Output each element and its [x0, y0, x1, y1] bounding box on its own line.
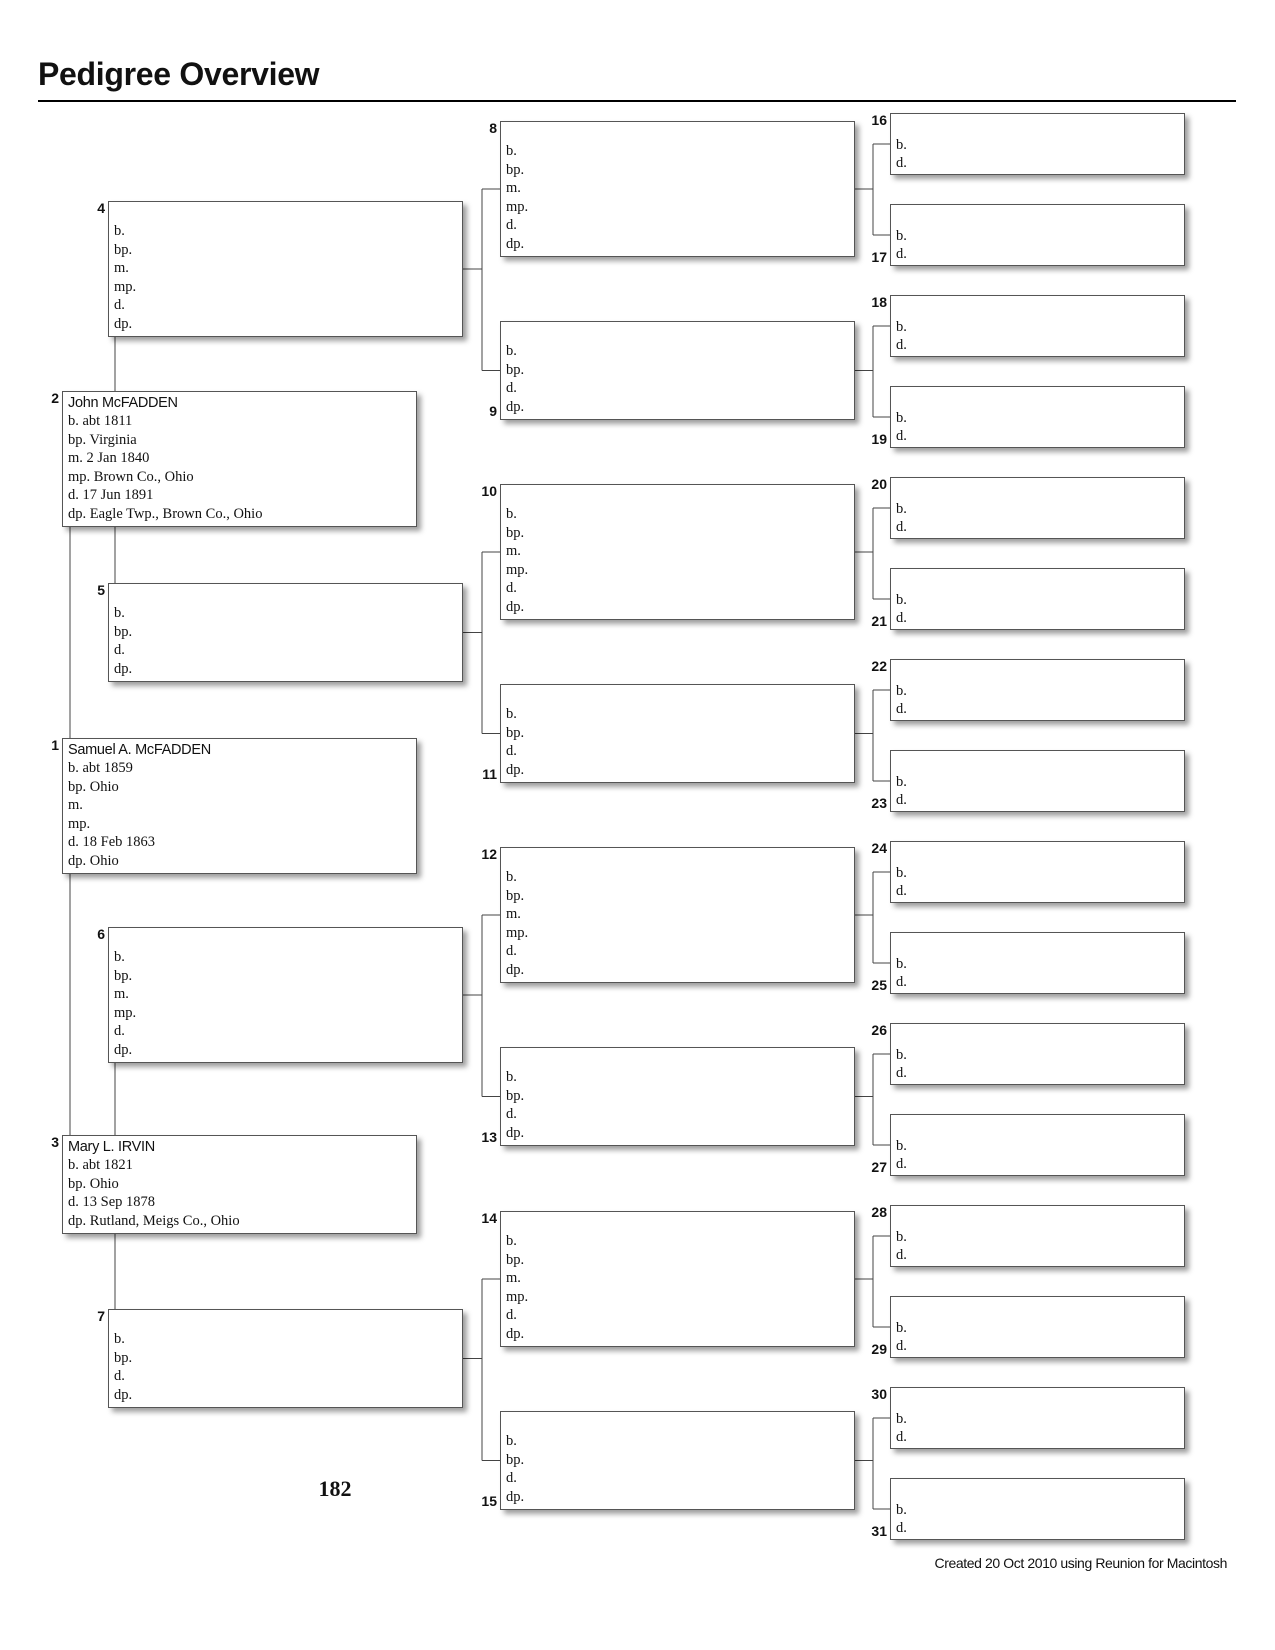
person-fact: mp.	[114, 1004, 137, 1021]
person-box-27	[890, 1114, 1185, 1176]
person-box-24	[890, 841, 1185, 903]
person-fact: dp. Ohio	[68, 852, 119, 869]
person-fact: dp.	[114, 1386, 133, 1403]
person-fact: b. abt 1811	[68, 413, 133, 429]
person-fact: m.	[506, 180, 521, 196]
person-box-8	[500, 121, 855, 257]
person-fact: b. abt 1859	[68, 760, 133, 776]
person-number: 24	[871, 840, 887, 856]
person-fact: dp.	[114, 315, 133, 332]
person-fact: m.	[506, 543, 521, 559]
person-fact: b. abt 1821	[68, 1157, 133, 1173]
person-fact: b.	[896, 1411, 907, 1427]
person-number: 11	[482, 766, 497, 782]
person-fact: bp.	[506, 887, 525, 904]
person-fact: bp.	[114, 967, 133, 984]
person-fact: d.	[896, 610, 907, 626]
person-box-10	[500, 484, 855, 620]
person-fact: b.	[506, 506, 517, 522]
page-title: Pedigree Overview	[38, 56, 320, 92]
person-number: 27	[871, 1159, 887, 1175]
person-fact: b.	[896, 683, 907, 699]
person-fact: b.	[896, 501, 907, 517]
person-fact: d.	[896, 792, 907, 808]
person-box-20	[890, 477, 1185, 539]
person-fact: bp. Ohio	[68, 778, 119, 795]
person-number: 3	[51, 1134, 59, 1150]
person-box-17	[890, 204, 1185, 266]
person-fact: dp.	[506, 398, 525, 415]
person-fact: b.	[506, 1069, 517, 1085]
person-number: 28	[871, 1204, 887, 1220]
person-number: 22	[871, 658, 887, 674]
person-box-29	[890, 1296, 1185, 1358]
person-fact: mp. Brown Co., Ohio	[68, 468, 194, 485]
person-fact: b.	[506, 706, 517, 722]
person-box-4	[108, 201, 463, 337]
person-fact: d.	[896, 1247, 907, 1263]
person-fact: dp.	[506, 1124, 525, 1141]
person-fact: b.	[896, 319, 907, 335]
person-fact: bp.	[506, 361, 525, 378]
person-number: 17	[871, 249, 887, 265]
person-number: 30	[871, 1386, 887, 1402]
person-name: Mary L. IRVIN	[68, 1139, 155, 1155]
person-box-11	[500, 684, 855, 783]
person-fact: d.	[896, 1065, 907, 1081]
person-fact: d.	[896, 883, 907, 899]
person-number: 29	[871, 1341, 887, 1357]
person-box-26	[890, 1023, 1185, 1085]
person-box-6	[108, 927, 463, 1063]
person-fact: dp.	[506, 961, 525, 978]
person-box-18	[890, 295, 1185, 357]
person-fact: mp.	[506, 1288, 529, 1305]
person-number: 6	[97, 926, 105, 942]
person-number: 12	[481, 846, 497, 862]
person-fact: d.	[506, 1106, 517, 1122]
person-fact: d. 17 Jun 1891	[68, 487, 154, 503]
person-box-28	[890, 1205, 1185, 1267]
person-fact: dp. Rutland, Meigs Co., Ohio	[68, 1212, 240, 1229]
person-box-25	[890, 932, 1185, 994]
person-number: 25	[871, 977, 887, 993]
person-fact: bp.	[114, 241, 133, 258]
person-fact: m.	[114, 986, 129, 1002]
person-box-14	[500, 1211, 855, 1347]
person-fact: b.	[506, 1433, 517, 1449]
person-box-23	[890, 750, 1185, 812]
person-fact: b.	[896, 774, 907, 790]
person-fact: bp.	[506, 1451, 525, 1468]
person-fact: d.	[896, 974, 907, 990]
person-fact: m. 2 Jan 1840	[68, 450, 150, 466]
person-number: 19	[871, 431, 887, 447]
person-fact: b.	[896, 410, 907, 426]
person-fact: m.	[506, 906, 521, 922]
person-fact: dp.	[506, 235, 525, 252]
person-box-3	[62, 1135, 417, 1234]
person-fact: d.	[114, 1023, 125, 1039]
person-fact: b.	[896, 1320, 907, 1336]
person-box-1	[62, 738, 417, 874]
person-fact: d.	[896, 246, 907, 262]
person-fact: dp.	[506, 598, 525, 615]
person-number: 14	[481, 1210, 497, 1226]
person-box-5	[108, 583, 463, 682]
person-number: 13	[481, 1129, 497, 1145]
person-box-30	[890, 1387, 1185, 1449]
person-fact: b.	[114, 605, 125, 621]
person-fact: mp.	[114, 278, 137, 295]
person-fact: d.	[506, 743, 517, 759]
person-box-12	[500, 847, 855, 983]
person-number: 23	[871, 795, 887, 811]
person-fact: dp.	[506, 1325, 525, 1342]
person-fact: bp.	[506, 524, 525, 541]
person-fact: m.	[114, 260, 129, 276]
person-fact: b.	[506, 869, 517, 885]
person-number: 10	[481, 483, 497, 499]
person-fact: bp.	[506, 1087, 525, 1104]
person-number: 2	[51, 390, 59, 406]
person-fact: mp.	[68, 815, 91, 832]
person-fact: bp.	[506, 1251, 525, 1268]
person-fact: b.	[896, 1502, 907, 1518]
person-fact: bp.	[506, 161, 525, 178]
person-box-19	[890, 386, 1185, 448]
person-fact: d.	[506, 380, 517, 396]
person-fact: d.	[896, 1338, 907, 1354]
person-number: 21	[871, 613, 887, 629]
person-box-16	[890, 113, 1185, 175]
person-fact: b.	[896, 865, 907, 881]
person-box-22	[890, 659, 1185, 721]
person-fact: bp.	[506, 724, 525, 741]
person-box-21	[890, 568, 1185, 630]
person-fact: mp.	[506, 924, 529, 941]
person-fact: d.	[896, 1156, 907, 1172]
person-number: 18	[871, 294, 887, 310]
person-fact: bp. Virginia	[68, 431, 137, 448]
person-number: 7	[97, 1308, 105, 1324]
person-fact: b.	[506, 343, 517, 359]
person-fact: d.	[896, 701, 907, 717]
footer-credit: Created 20 Oct 2010 using Reunion for Macintosh	[934, 1555, 1227, 1571]
person-fact: b.	[896, 1138, 907, 1154]
person-fact: bp.	[114, 623, 133, 640]
person-fact: b.	[114, 949, 125, 965]
person-number: 31	[871, 1523, 887, 1539]
person-name: Samuel A. McFADDEN	[68, 742, 211, 758]
person-box-13	[500, 1047, 855, 1146]
person-fact: m.	[506, 1270, 521, 1286]
person-fact: d.	[896, 1520, 907, 1536]
person-fact: d.	[506, 1470, 517, 1486]
page-number: 182	[318, 1476, 352, 1501]
person-fact: d. 18 Feb 1863	[68, 834, 155, 850]
person-fact: bp.	[114, 1349, 133, 1366]
person-box-31	[890, 1478, 1185, 1540]
person-fact: d.	[896, 337, 907, 353]
person-fact: d.	[506, 580, 517, 596]
person-fact: dp.	[506, 1488, 525, 1505]
person-number: 8	[489, 120, 497, 136]
person-fact: b.	[114, 1331, 125, 1347]
person-box-9	[500, 321, 855, 420]
person-fact: d.	[114, 642, 125, 658]
person-name: John McFADDEN	[68, 395, 178, 411]
person-number: 4	[97, 200, 105, 216]
person-fact: bp. Ohio	[68, 1175, 119, 1192]
person-fact: d.	[114, 297, 125, 313]
person-fact: b.	[896, 592, 907, 608]
person-fact: b.	[896, 137, 907, 153]
person-box-15	[500, 1411, 855, 1510]
person-fact: d.	[896, 428, 907, 444]
person-fact: d. 13 Sep 1878	[68, 1194, 155, 1210]
person-number: 15	[481, 1493, 497, 1509]
person-fact: mp.	[506, 561, 529, 578]
person-fact: d.	[506, 943, 517, 959]
person-fact: b.	[506, 1233, 517, 1249]
person-number: 1	[51, 737, 59, 753]
person-number: 5	[97, 582, 105, 598]
person-fact: b.	[506, 143, 517, 159]
person-box-7	[108, 1309, 463, 1408]
person-fact: d.	[896, 519, 907, 535]
person-fact: d.	[506, 217, 517, 233]
person-fact: d.	[896, 155, 907, 171]
person-number: 26	[871, 1022, 887, 1038]
person-fact: d.	[114, 1368, 125, 1384]
person-box-2	[62, 391, 417, 527]
person-fact: b.	[896, 228, 907, 244]
person-number: 9	[489, 403, 497, 419]
person-fact: b.	[114, 223, 125, 239]
person-fact: b.	[896, 1229, 907, 1245]
person-fact: mp.	[506, 198, 529, 215]
person-fact: b.	[896, 956, 907, 972]
person-fact: d.	[896, 1429, 907, 1445]
person-fact: dp. Eagle Twp., Brown Co., Ohio	[68, 505, 263, 522]
person-fact: b.	[896, 1047, 907, 1063]
person-fact: dp.	[114, 1041, 133, 1058]
person-fact: dp.	[506, 761, 525, 778]
person-fact: m.	[68, 797, 83, 813]
person-number: 20	[871, 476, 887, 492]
person-fact: dp.	[114, 660, 133, 677]
person-number: 16	[871, 112, 887, 128]
person-fact: d.	[506, 1307, 517, 1323]
